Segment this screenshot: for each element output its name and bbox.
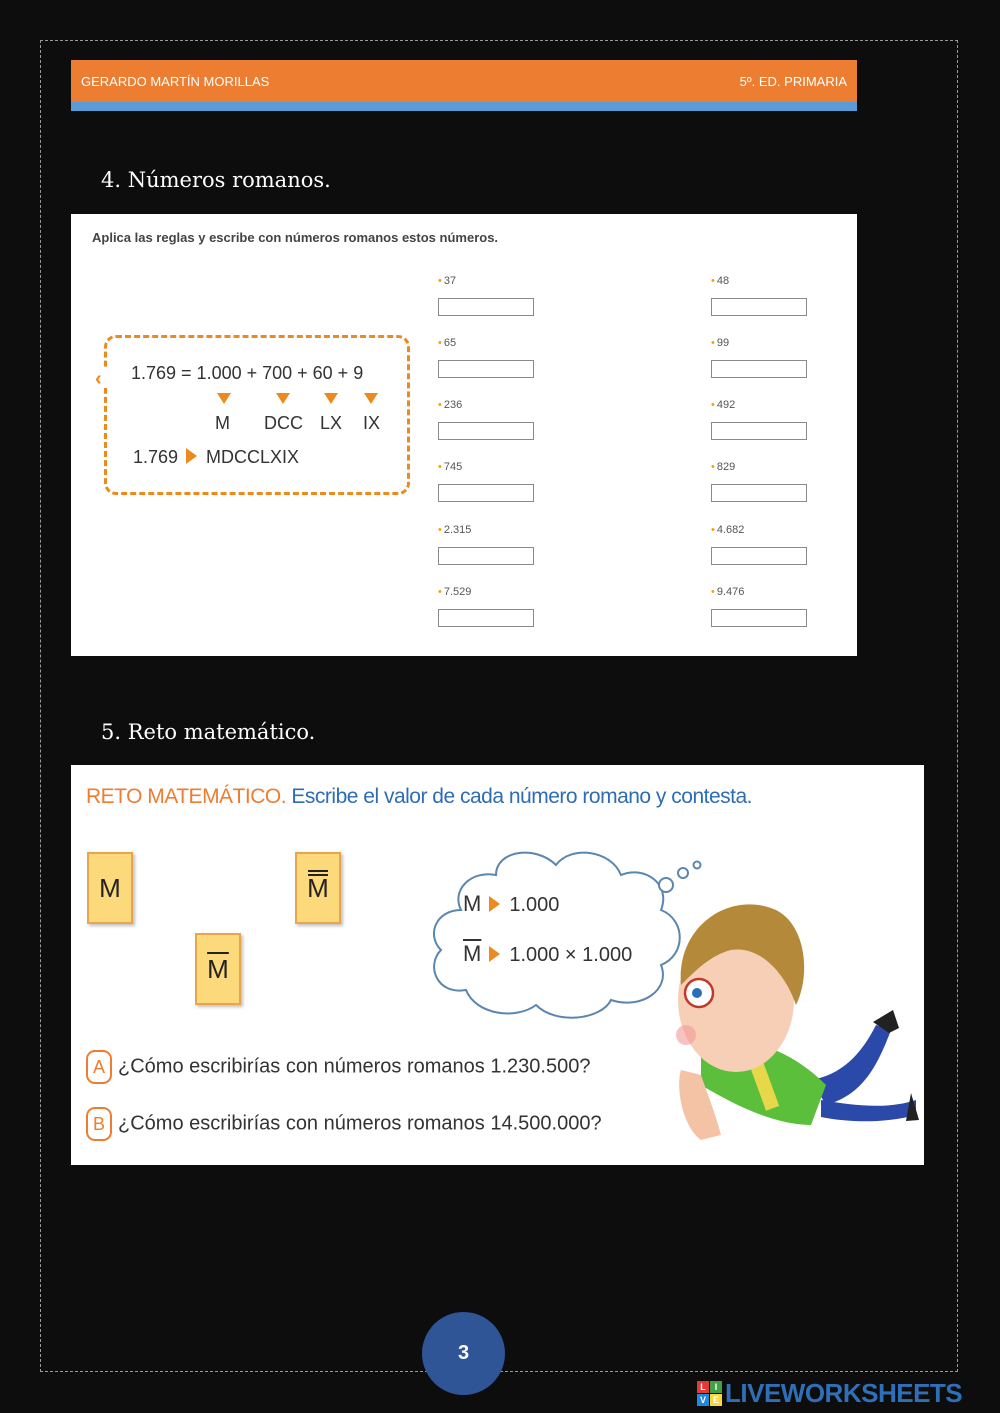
roman-part: IX	[363, 413, 381, 433]
roman-part: M	[215, 413, 230, 433]
reto-heading	[86, 785, 752, 809]
question-letter-badge: A	[86, 1050, 112, 1084]
arrow-down-icon	[217, 393, 231, 404]
example-result	[133, 447, 299, 468]
number-value: 745	[443, 461, 463, 473]
number-item	[711, 461, 811, 502]
answer-input[interactable]	[711, 360, 807, 378]
reto-label: RETO MATEMÁTICO.	[86, 785, 287, 808]
header-accent-stripe	[71, 102, 857, 111]
roman-card-m-bar: $\overline{M}$	[195, 933, 241, 1005]
bullet-icon: •	[711, 524, 715, 536]
number-item	[711, 586, 811, 627]
number-value: 65	[443, 337, 457, 349]
section-4-title: 4. Números romanos.	[101, 168, 331, 192]
answer-input[interactable]	[438, 609, 534, 627]
arrow-down-icon	[276, 393, 290, 404]
math-challenge-panel	[71, 765, 924, 1165]
number-value: 48	[716, 275, 730, 287]
question-a	[86, 1050, 590, 1084]
number-value: 37	[443, 275, 457, 287]
number-value: 4.682	[716, 524, 745, 536]
arrow-down-icon	[324, 393, 338, 404]
number-item	[711, 337, 811, 378]
answer-input[interactable]	[438, 547, 534, 565]
cloud-line-2: $\overline{M}$ 1.000 × 1.000	[463, 941, 633, 966]
bullet-icon: •	[711, 399, 715, 411]
bullet-icon: •	[438, 524, 442, 536]
number-item	[438, 586, 538, 627]
example-box	[95, 335, 410, 495]
number-item	[711, 399, 811, 440]
arrow-right-icon	[489, 946, 500, 962]
number-item	[438, 337, 538, 378]
question-b	[86, 1107, 602, 1141]
number-item	[438, 461, 538, 502]
number-item	[711, 275, 811, 316]
answer-input[interactable]	[711, 298, 807, 316]
bullet-icon: •	[711, 461, 715, 473]
arrow-right-icon	[489, 896, 500, 912]
answer-input[interactable]	[711, 547, 807, 565]
number-value: 236	[443, 399, 463, 411]
header-author: GERARDO MARTÍN MORILLAS	[81, 73, 270, 89]
exercise-instruction: Aplica las reglas y escribe con números romanos estos números.	[92, 230, 499, 245]
answer-input[interactable]	[438, 484, 534, 502]
bullet-icon: •	[438, 586, 442, 598]
roman-card-m: M	[87, 852, 133, 924]
roman-card-m-double-bar: M	[295, 852, 341, 924]
example-result-number: 1.769	[133, 447, 179, 467]
logo-squares-icon: L I V E	[697, 1381, 722, 1406]
roman-numerals-exercise	[71, 214, 857, 656]
bullet-icon: •	[438, 275, 442, 287]
header-grade: 5º. ED. PRIMARIA	[739, 73, 847, 89]
bullet-icon: •	[711, 275, 715, 287]
arrow-down-icon	[364, 393, 378, 404]
section-5-title: 5. Reto matemático.	[101, 720, 316, 744]
answer-input[interactable]	[438, 360, 534, 378]
bullet-icon: •	[438, 461, 442, 473]
question-text: ¿Cómo escribirías con números romanos 14.500.000?	[118, 1112, 602, 1135]
number-value: 99	[716, 337, 730, 349]
number-value: 492	[716, 399, 736, 411]
answer-input[interactable]	[438, 422, 534, 440]
thinking-boy-illustration	[661, 885, 921, 1155]
example-result-roman: MDCCLXIX	[206, 447, 300, 467]
page-number: 3	[422, 1312, 505, 1395]
bullet-icon: •	[711, 337, 715, 349]
answer-input[interactable]	[711, 422, 807, 440]
number-item	[711, 524, 811, 565]
bullet-icon: •	[438, 337, 442, 349]
number-value: 7.529	[443, 586, 472, 598]
number-value: 9.476	[716, 586, 745, 598]
bullet-icon: •	[711, 586, 715, 598]
roman-part: LX	[320, 413, 343, 433]
brand-name: LIVEWORKSHEETS	[725, 1377, 963, 1408]
arrow-right-icon	[186, 448, 197, 464]
number-item	[438, 399, 538, 440]
number-item	[438, 275, 538, 316]
reto-instruction: Escribe el valor de cada número romano y contesta.	[291, 785, 752, 808]
roman-part: DCC	[264, 413, 303, 433]
answer-input[interactable]	[711, 609, 807, 627]
question-letter-badge: B	[86, 1107, 112, 1141]
number-value: 2.315	[443, 524, 472, 536]
question-text: ¿Cómo escribirías con números romanos 1.230.500?	[118, 1055, 591, 1078]
answer-input[interactable]	[711, 484, 807, 502]
number-item	[438, 524, 538, 565]
bullet-icon: •	[438, 399, 442, 411]
header-bar	[71, 60, 857, 102]
answer-input[interactable]	[438, 298, 534, 316]
cloud-line-1: M 1.000	[463, 891, 560, 916]
number-value: 829	[716, 461, 736, 473]
liveworksheets-logo[interactable]	[697, 1378, 962, 1408]
speech-bubble-tail: ‹	[93, 368, 109, 388]
example-equation: 1.769 = 1.000 + 700 + 60 + 9	[131, 363, 364, 383]
